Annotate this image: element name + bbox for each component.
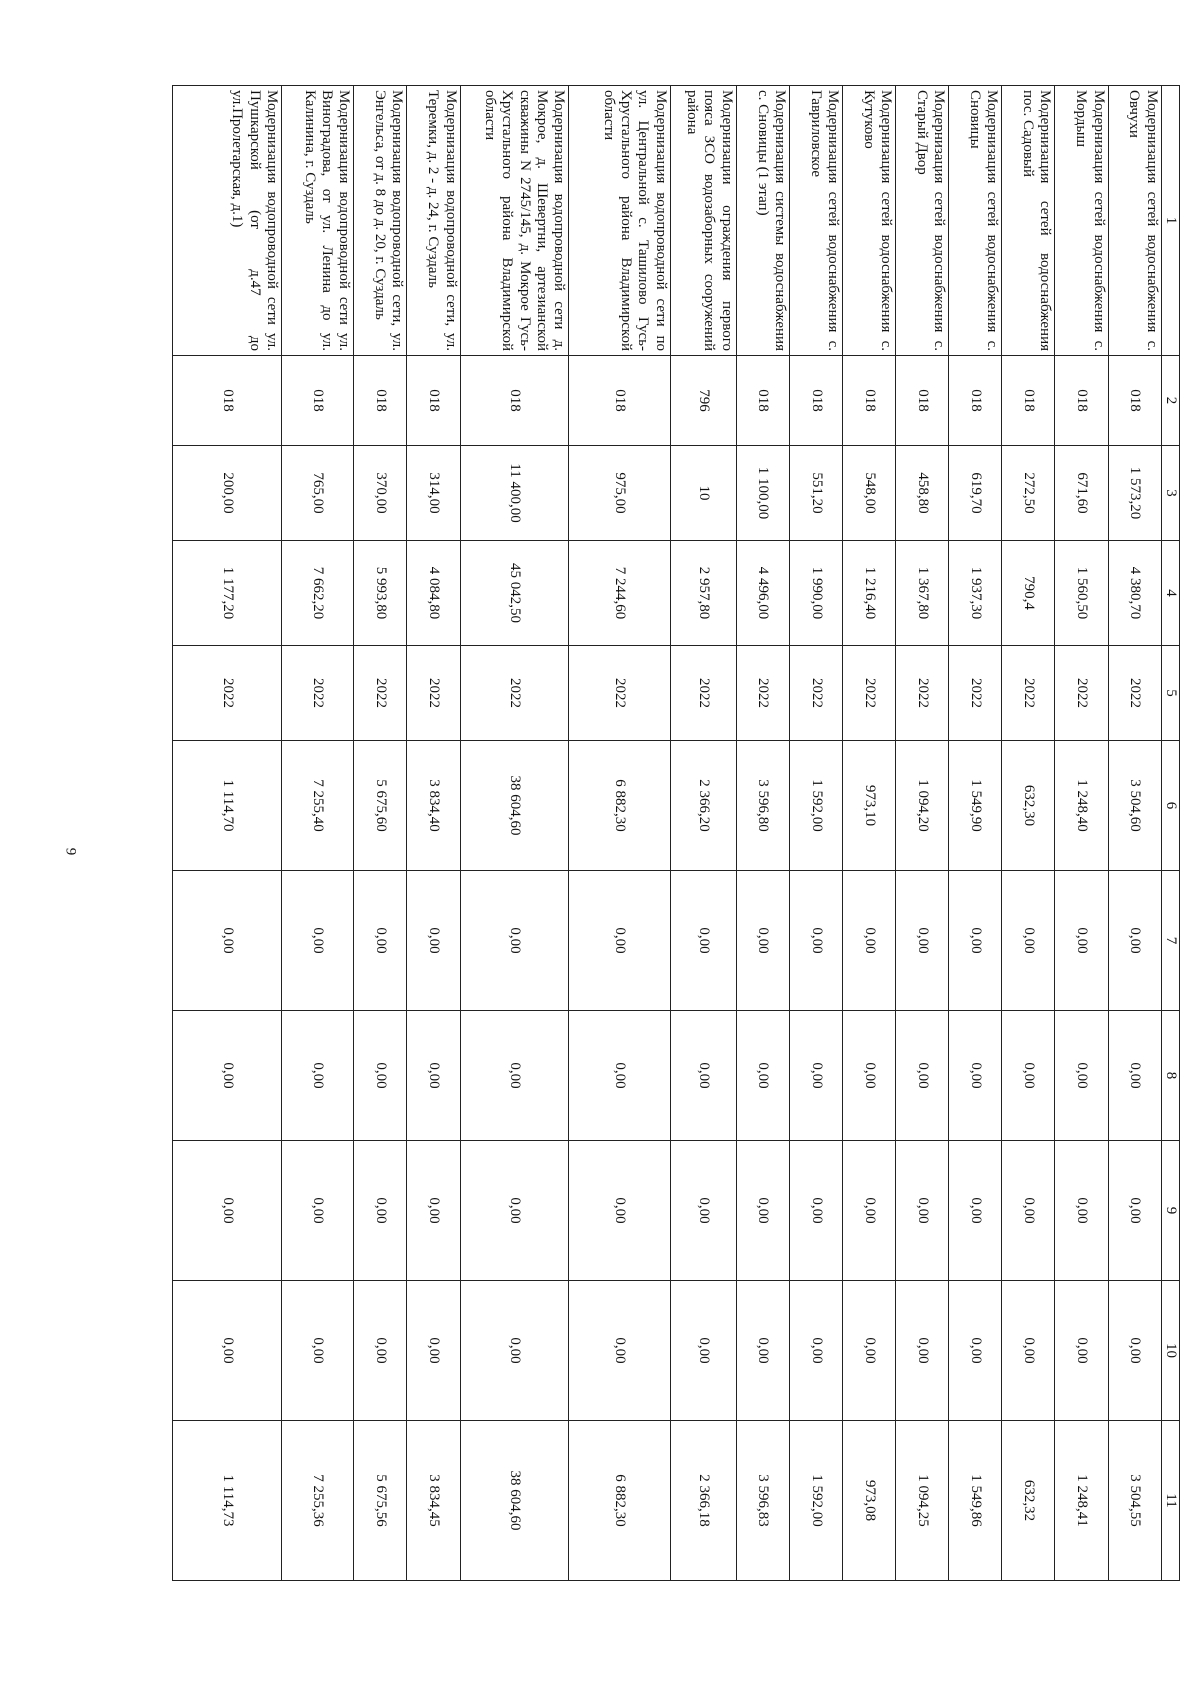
table-cell: 0,00 — [173, 1011, 282, 1141]
table-cell: 0,00 — [670, 1281, 736, 1421]
column-header: 3 — [1161, 446, 1179, 541]
table-cell: 1 177,20 — [173, 541, 282, 646]
table-cell: 0,00 — [843, 871, 896, 1011]
table-cell: 1 094,25 — [896, 1421, 949, 1581]
table-cell: 0,00 — [281, 871, 353, 1011]
table-cell: 0,00 — [736, 871, 789, 1011]
table-cell: 0,00 — [670, 1141, 736, 1281]
table-cell: 272,50 — [1002, 446, 1055, 541]
table-cell: 0,00 — [407, 1011, 460, 1141]
table-row — [896, 86, 949, 1581]
table-cell: 2022 — [789, 646, 842, 741]
row-description-cell: Модернизация сетей водоснабжения с. Мордыш — [1055, 86, 1108, 356]
table-cell: 619,70 — [949, 446, 1002, 541]
table-cell: 3 504,55 — [1108, 1421, 1161, 1581]
table-cell: 3 834,40 — [407, 741, 460, 871]
table-cell: 018 — [354, 356, 407, 446]
table-cell: 0,00 — [789, 871, 842, 1011]
table-row — [173, 86, 282, 1581]
table-cell: 790,4 — [1002, 541, 1055, 646]
table-cell: 370,00 — [354, 446, 407, 541]
table-cell: 7 255,36 — [281, 1421, 353, 1581]
table-cell: 551,20 — [789, 446, 842, 541]
table-cell: 0,00 — [173, 1141, 282, 1281]
table-cell: 1 367,80 — [896, 541, 949, 646]
data-table — [172, 85, 1180, 1581]
table-cell: 018 — [736, 356, 789, 446]
table-cell: 018 — [1108, 356, 1161, 446]
table-cell: 0,00 — [281, 1011, 353, 1141]
table-cell: 45 042,50 — [460, 541, 569, 646]
row-description-cell: Модернизация водопроводной сети по ул. Центральной с. Ташилово Гусь-Хрустального района Владимирской области — [569, 86, 670, 356]
table-cell: 018 — [949, 356, 1002, 446]
table-row — [949, 86, 1002, 1581]
table-cell: 4 380,70 — [1108, 541, 1161, 646]
table-cell: 018 — [843, 356, 896, 446]
table-cell: 0,00 — [407, 1141, 460, 1281]
table-cell: 0,00 — [407, 1281, 460, 1421]
table-cell: 1 248,41 — [1055, 1421, 1108, 1581]
page-number: 9 — [62, 847, 79, 856]
table-cell: 6 882,30 — [569, 741, 670, 871]
table-cell: 0,00 — [460, 871, 569, 1011]
table-body — [173, 86, 1162, 1581]
table-cell: 2022 — [173, 646, 282, 741]
column-header: 4 — [1161, 541, 1179, 646]
table-cell: 2022 — [281, 646, 353, 741]
table-cell: 0,00 — [354, 1281, 407, 1421]
table-cell: 1 573,20 — [1108, 446, 1161, 541]
row-description-cell: Модернизация сетей водоснабжения с. Овчухи — [1108, 86, 1161, 356]
table-cell: 2022 — [896, 646, 949, 741]
table-cell: 0,00 — [843, 1281, 896, 1421]
table-cell: 765,00 — [281, 446, 353, 541]
table-cell: 0,00 — [460, 1011, 569, 1141]
table-cell: 7 255,40 — [281, 741, 353, 871]
table-cell: 1 114,70 — [173, 741, 282, 871]
table-cell: 2022 — [1002, 646, 1055, 741]
table-cell: 1 560,50 — [1055, 541, 1108, 646]
table-cell: 0,00 — [1055, 871, 1108, 1011]
table-cell: 0,00 — [354, 871, 407, 1011]
table-row — [407, 86, 460, 1581]
table-cell: 1 094,20 — [896, 741, 949, 871]
table-cell: 632,30 — [1002, 741, 1055, 871]
table-cell: 0,00 — [843, 1011, 896, 1141]
table-cell: 0,00 — [1002, 1281, 1055, 1421]
row-description-cell: Модернизации ограждения первого пояса ЗСО водозаборных сооружений района — [670, 86, 736, 356]
table-cell: 0,00 — [736, 1011, 789, 1141]
table-cell: 2022 — [670, 646, 736, 741]
row-description-cell: Модернизация системы водоснабжения с. Сновицы (1 этап) — [736, 86, 789, 356]
table-cell: 018 — [1002, 356, 1055, 446]
row-description-cell: Модернизация водопроводной сети, ул. Энгельса, от д. 8 до д. 20, г. Суздаль — [354, 86, 407, 356]
table-cell: 11 400,00 — [460, 446, 569, 541]
table-row — [1108, 86, 1161, 1581]
table-cell: 632,32 — [1002, 1421, 1055, 1581]
table-cell: 5 675,56 — [354, 1421, 407, 1581]
table-cell: 0,00 — [1002, 1141, 1055, 1281]
table-cell: 2022 — [569, 646, 670, 741]
table-cell: 3 596,83 — [736, 1421, 789, 1581]
table-cell: 38 604,60 — [460, 741, 569, 871]
table-cell: 0,00 — [1002, 871, 1055, 1011]
table-cell: 0,00 — [789, 1011, 842, 1141]
table-cell: 2022 — [1055, 646, 1108, 741]
column-header: 9 — [1161, 1141, 1179, 1281]
table-cell: 0,00 — [281, 1141, 353, 1281]
table-cell: 7 662,20 — [281, 541, 353, 646]
table-cell: 7 244,60 — [569, 541, 670, 646]
table-cell: 018 — [896, 356, 949, 446]
table-cell: 38 604,60 — [460, 1421, 569, 1581]
table-cell: 018 — [281, 356, 353, 446]
table-cell: 2022 — [460, 646, 569, 741]
table-cell: 0,00 — [1108, 1011, 1161, 1141]
table-cell: 0,00 — [281, 1281, 353, 1421]
table-cell: 0,00 — [1108, 1281, 1161, 1421]
table-cell: 1 549,86 — [949, 1421, 1002, 1581]
table-cell: 0,00 — [1108, 1141, 1161, 1281]
table-cell: 2022 — [1108, 646, 1161, 741]
table-row — [843, 86, 896, 1581]
table-cell: 0,00 — [460, 1281, 569, 1421]
table-cell: 0,00 — [569, 871, 670, 1011]
table-cell: 458,80 — [896, 446, 949, 541]
table-cell: 314,00 — [407, 446, 460, 541]
rotated-table-wrapper — [172, 85, 1180, 1580]
table-cell: 1 100,00 — [736, 446, 789, 541]
table-cell: 0,00 — [896, 1011, 949, 1141]
table-cell: 018 — [460, 356, 569, 446]
table-cell: 0,00 — [1055, 1281, 1108, 1421]
column-header: 8 — [1161, 1011, 1179, 1141]
table-cell: 1 549,90 — [949, 741, 1002, 871]
table-cell: 3 834,45 — [407, 1421, 460, 1581]
table-cell: 0,00 — [949, 1281, 1002, 1421]
table-header-row — [1161, 86, 1179, 1581]
table-cell: 0,00 — [569, 1011, 670, 1141]
table-cell: 0,00 — [670, 871, 736, 1011]
table-cell: 0,00 — [354, 1141, 407, 1281]
table-row — [569, 86, 670, 1581]
table-cell: 1 592,00 — [789, 741, 842, 871]
table-cell: 1 937,30 — [949, 541, 1002, 646]
table-row — [460, 86, 569, 1581]
table-cell: 0,00 — [1055, 1141, 1108, 1281]
column-header: 7 — [1161, 871, 1179, 1011]
table-cell: 0,00 — [407, 871, 460, 1011]
table-cell: 6 882,30 — [569, 1421, 670, 1581]
table-cell: 200,00 — [173, 446, 282, 541]
table-cell: 0,00 — [569, 1281, 670, 1421]
table-cell: 0,00 — [896, 871, 949, 1011]
row-description-cell: Модернизация сетей водоснабжения с. Сновицы — [949, 86, 1002, 356]
table-cell: 1 592,00 — [789, 1421, 842, 1581]
column-header: 5 — [1161, 646, 1179, 741]
table-cell: 018 — [569, 356, 670, 446]
table-cell: 2022 — [949, 646, 1002, 741]
table-cell: 2022 — [354, 646, 407, 741]
table-cell: 0,00 — [460, 1141, 569, 1281]
table-cell: 0,00 — [949, 1011, 1002, 1141]
column-header: 10 — [1161, 1281, 1179, 1421]
table-cell: 1 216,40 — [843, 541, 896, 646]
table-cell: 973,10 — [843, 741, 896, 871]
table-cell: 0,00 — [173, 871, 282, 1011]
column-header: 2 — [1161, 356, 1179, 446]
table-cell: 796 — [670, 356, 736, 446]
table-cell: 548,00 — [843, 446, 896, 541]
row-description-cell: Модернизация сетей водоснабжения с. Старый Двор — [896, 86, 949, 356]
table-cell: 018 — [173, 356, 282, 446]
table-cell: 1 248,40 — [1055, 741, 1108, 871]
column-header: 6 — [1161, 741, 1179, 871]
table-cell: 2 366,18 — [670, 1421, 736, 1581]
table-cell: 2 366,20 — [670, 741, 736, 871]
column-header: 11 — [1161, 1421, 1179, 1581]
row-description-cell: Модернизация сетей водоснабжения с. Кутуково — [843, 86, 896, 356]
table-cell: 3 504,60 — [1108, 741, 1161, 871]
table-cell: 1 990,00 — [789, 541, 842, 646]
table-cell: 0,00 — [1108, 871, 1161, 1011]
row-description-cell: Модернизация сетей водоснабжения пос. Садовый — [1002, 86, 1055, 356]
row-description-cell: Модернизация водопроводной сети, ул. Теремки, д. 2 - д. 24, г. Суздаль — [407, 86, 460, 356]
table-cell: 10 — [670, 446, 736, 541]
table-cell: 018 — [407, 356, 460, 446]
row-description-cell: Модернизация сетей водоснабжения с. Гавриловское — [789, 86, 842, 356]
table-cell: 0,00 — [736, 1141, 789, 1281]
table-cell: 2022 — [736, 646, 789, 741]
table-cell: 0,00 — [843, 1141, 896, 1281]
table-cell: 018 — [789, 356, 842, 446]
table-cell: 975,00 — [569, 446, 670, 541]
table-cell: 0,00 — [736, 1281, 789, 1421]
table-cell: 0,00 — [789, 1141, 842, 1281]
table-cell: 4 084,80 — [407, 541, 460, 646]
table-cell: 0,00 — [569, 1141, 670, 1281]
table-cell: 018 — [1055, 356, 1108, 446]
column-header: 1 — [1161, 86, 1179, 356]
table-cell: 5 675,60 — [354, 741, 407, 871]
table-row — [354, 86, 407, 1581]
table-cell: 0,00 — [949, 1141, 1002, 1281]
table-row — [789, 86, 842, 1581]
row-description-cell: Модернизация водопроводной сети ул. Пушкарской (от д.47 до ул.Пролетарская, д.1) — [173, 86, 282, 356]
table-cell: 0,00 — [949, 871, 1002, 1011]
table-cell: 4 496,00 — [736, 541, 789, 646]
table-cell: 3 596,80 — [736, 741, 789, 871]
table-cell: 0,00 — [1002, 1011, 1055, 1141]
table-row — [1055, 86, 1108, 1581]
table-cell: 0,00 — [354, 1011, 407, 1141]
table-cell: 0,00 — [670, 1011, 736, 1141]
table-cell: 671,60 — [1055, 446, 1108, 541]
table-row — [670, 86, 736, 1581]
table-cell: 2 957,80 — [670, 541, 736, 646]
table-row — [281, 86, 353, 1581]
table-cell: 0,00 — [789, 1281, 842, 1421]
table-row — [1002, 86, 1055, 1581]
table-cell: 973,08 — [843, 1421, 896, 1581]
table-cell: 2022 — [843, 646, 896, 741]
table-cell: 2022 — [407, 646, 460, 741]
table-cell: 5 993,80 — [354, 541, 407, 646]
table-cell: 0,00 — [173, 1281, 282, 1421]
table-cell: 0,00 — [896, 1281, 949, 1421]
row-description-cell: Модернизация водопроводной сети д. Мокрое, д. Шевертни, артезианской скважины N 2745/145, д. Мокрое Гусь-Хрустального района Владимирской области — [460, 86, 569, 356]
table-cell: 0,00 — [896, 1141, 949, 1281]
table-cell: 1 114,73 — [173, 1421, 282, 1581]
table-cell: 0,00 — [1055, 1011, 1108, 1141]
row-description-cell: Модернизация водопроводной сети ул. Виноградова, от ул. Ленина до ул. Калинина, г. Суздаль — [281, 86, 353, 356]
table-row — [736, 86, 789, 1581]
